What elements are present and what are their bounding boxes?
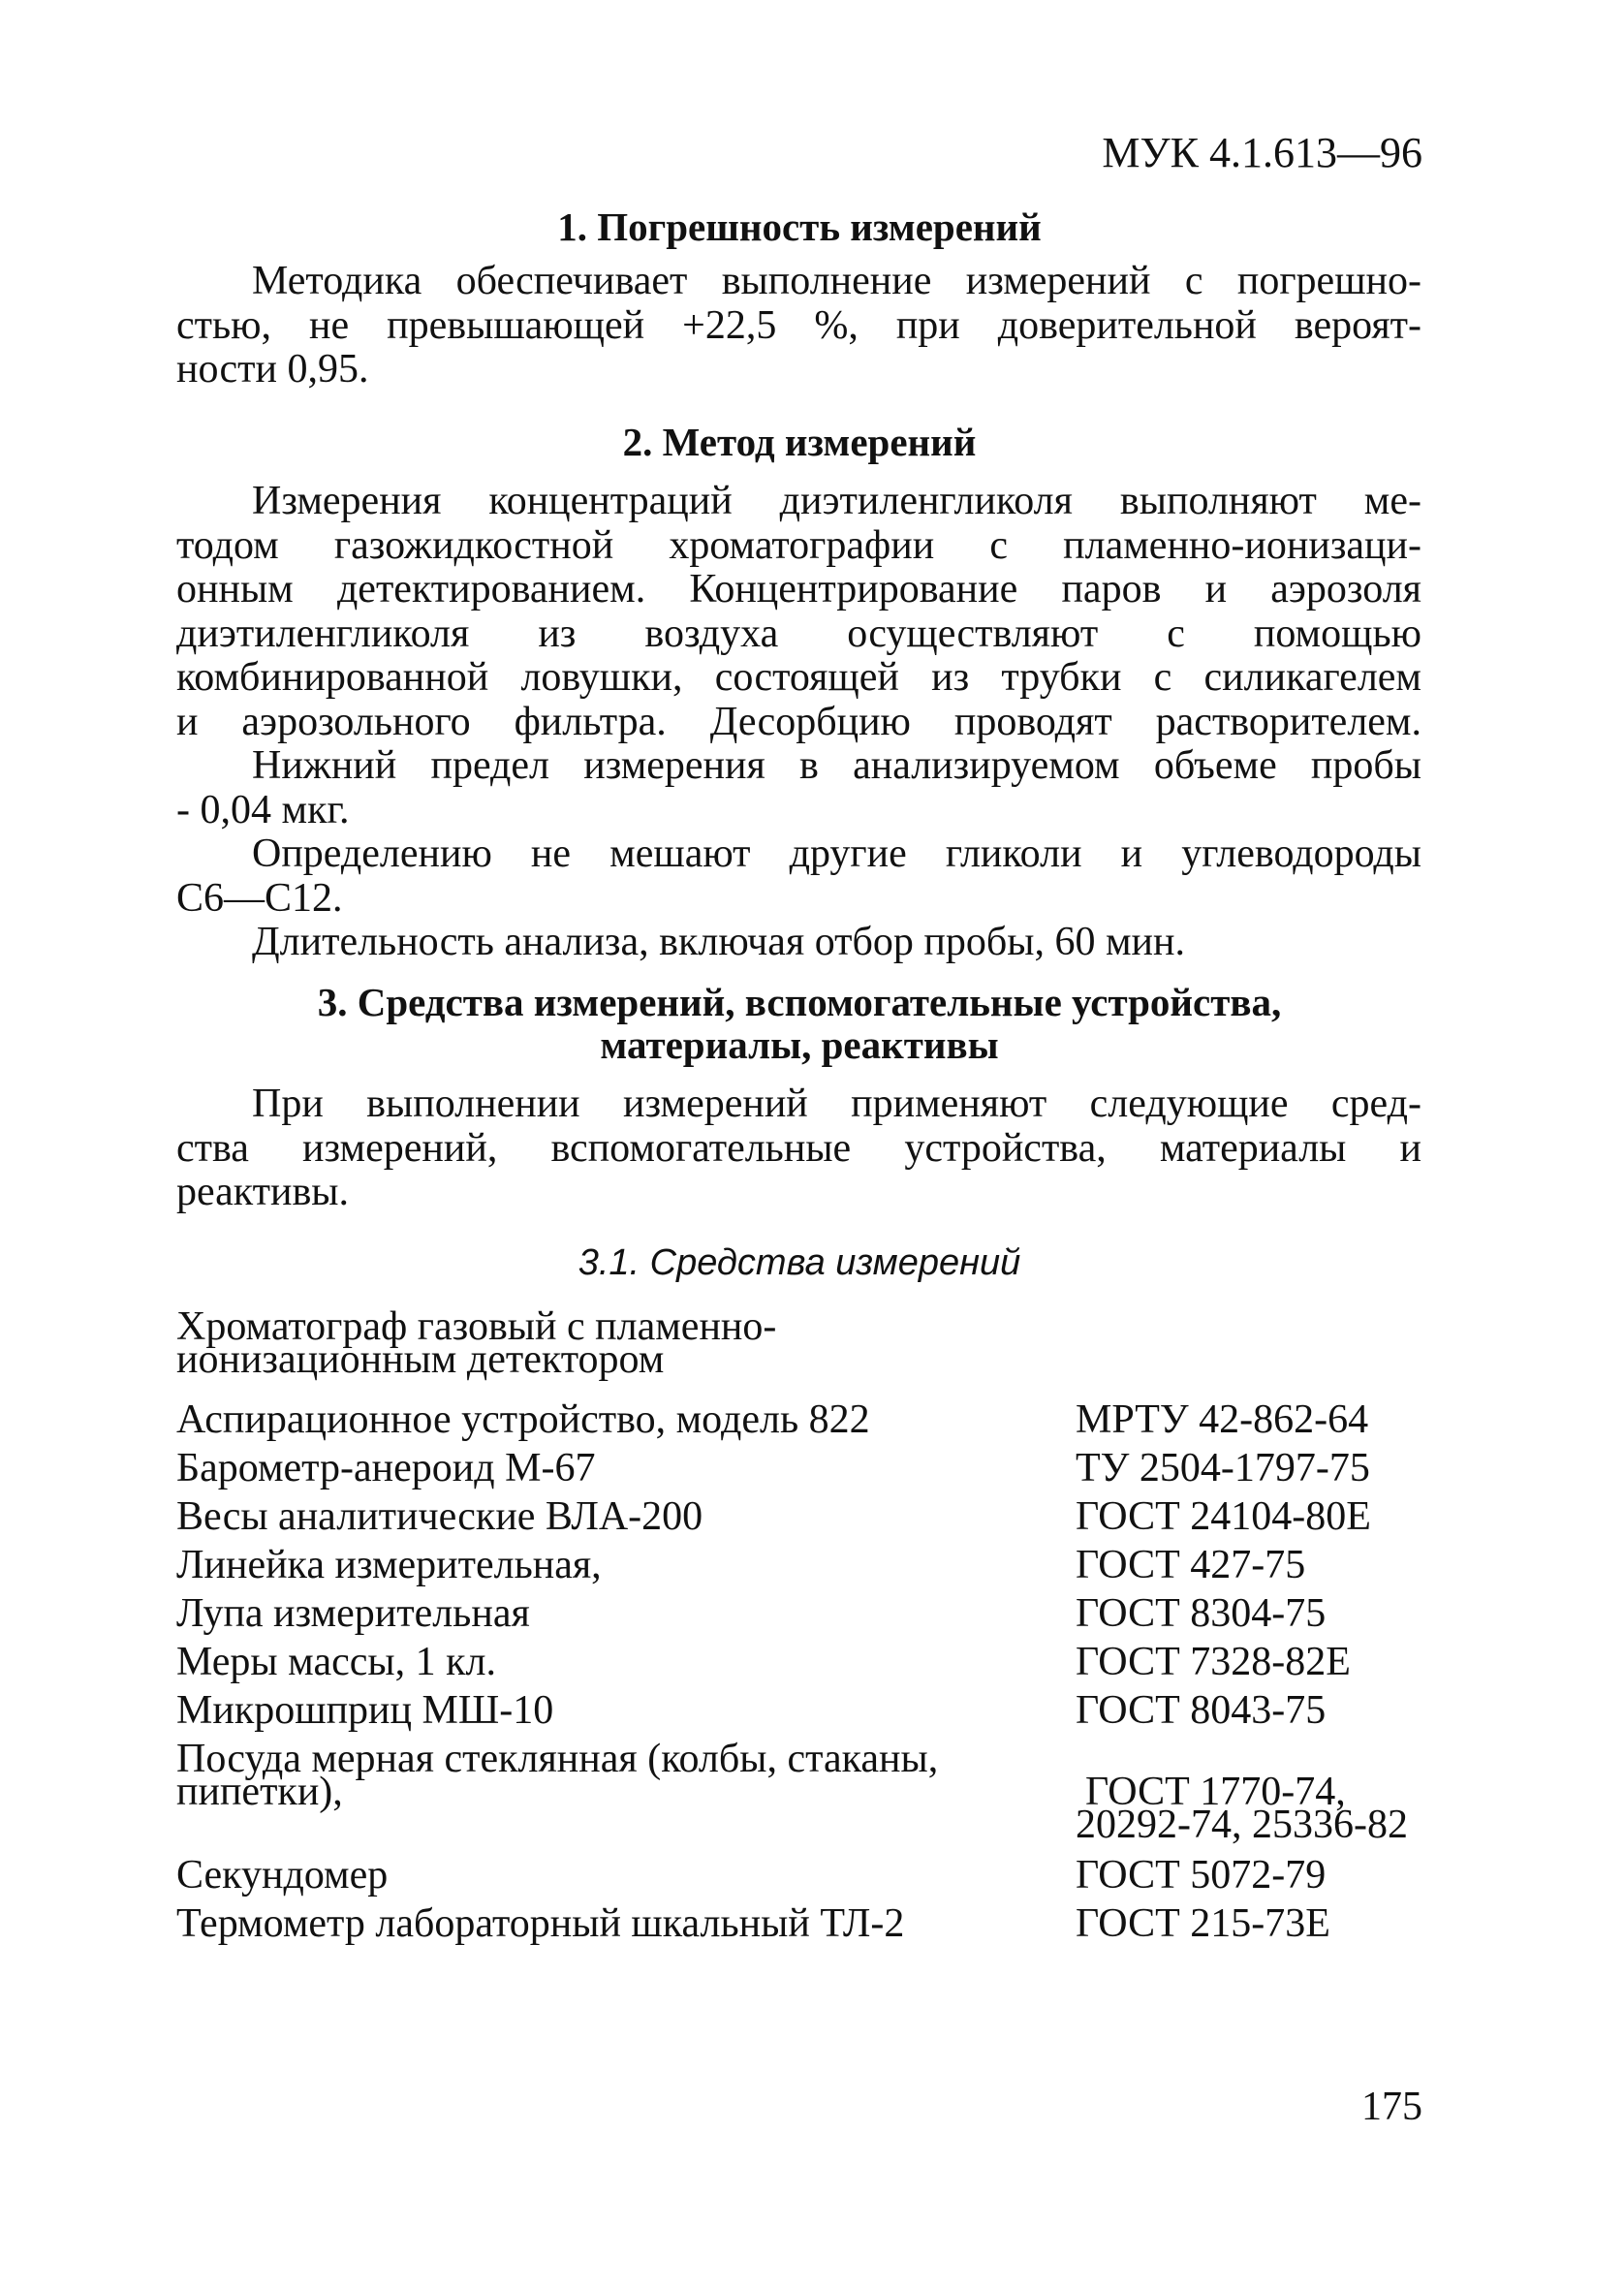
equipment-standard-line: МРТУ 42-862-64 bbox=[1076, 1397, 1369, 1442]
equipment-standard-line: ГОСТ 8043-75 bbox=[1076, 1688, 1327, 1733]
equipment-standard-line: ГОСТ 427-75 bbox=[1076, 1543, 1306, 1587]
text-line: Измерения концентраций диэтиленгликоля выполняют ме- bbox=[252, 480, 1421, 523]
equipment-standard bbox=[1076, 1494, 1444, 1539]
equipment-name bbox=[176, 1737, 1048, 1814]
text-line: ности 0,95. bbox=[176, 348, 369, 392]
equipment-row bbox=[176, 1688, 1455, 1742]
equipment-standard-line: 20292-74, 25336-82 bbox=[1076, 1803, 1408, 1847]
equipment-standard-line: ГОСТ 215-73Е bbox=[1076, 1901, 1330, 1946]
equipment-standard bbox=[1076, 1688, 1444, 1733]
subsection-heading: 3.1. Средства измерений bbox=[578, 1242, 1021, 1283]
text-line: реактивы. bbox=[176, 1171, 350, 1214]
equipment-name-line: пипетки), bbox=[176, 1770, 343, 1814]
equipment-name bbox=[176, 1543, 1048, 1587]
equipment-name-line: Аспирационное устройство, модель 822 bbox=[176, 1397, 870, 1442]
equipment-standard bbox=[1076, 1853, 1444, 1898]
equipment-standard-line: ГОСТ 24104-80Е bbox=[1076, 1494, 1371, 1539]
equipment-standard-line: ГОСТ 5072-79 bbox=[1076, 1853, 1327, 1898]
equipment-standard bbox=[1076, 1543, 1444, 1587]
text-line: ства измерений, вспомогательные устройства, материалы и bbox=[176, 1126, 1421, 1171]
paragraph-error bbox=[176, 260, 1421, 392]
equipment-name-line: Посуда мерная стеклянная (колбы, стаканы, bbox=[176, 1737, 939, 1781]
equipment-row bbox=[176, 1591, 1455, 1646]
equipment-name-line: Хроматограф газовый с пламенно- bbox=[176, 1304, 777, 1349]
equipment-name-line: Микрошприц МШ-10 bbox=[176, 1688, 554, 1733]
equipment-name bbox=[176, 1853, 1048, 1898]
equipment-name bbox=[176, 1640, 1048, 1684]
equipment-standard bbox=[1076, 1397, 1444, 1442]
heading-line: 3. Средства измерений, вспомогательные устройства, bbox=[317, 980, 1282, 1024]
equipment-name bbox=[176, 1304, 1048, 1382]
text-line: Определению не мешают другие гликоли и углеводороды bbox=[252, 832, 1421, 876]
equipment-standard-line: ГОСТ 7328-82Е bbox=[1076, 1640, 1351, 1684]
equipment-standard bbox=[1076, 1901, 1444, 1946]
text-line: комбинированной ловушки, состоящей из трубки с силикагелем bbox=[176, 656, 1421, 700]
equipment-name-line: Линейка измерительная, bbox=[176, 1543, 602, 1587]
equipment-name-line: Лупа измерительная bbox=[176, 1591, 530, 1636]
equipment-name-line: Меры массы, 1 кл. bbox=[176, 1640, 496, 1684]
equipment-row bbox=[176, 1901, 1455, 1956]
equipment-name-line: Секундомер bbox=[176, 1853, 389, 1898]
section-heading-error: 1. Погрешность измерений bbox=[557, 204, 1042, 249]
equipment-name-line: Барометр-анероид М-67 bbox=[176, 1446, 596, 1490]
text-line: стью, не превышающей +22,5 %, при доверительной вероят- bbox=[176, 303, 1421, 348]
paragraph-method bbox=[176, 480, 1421, 965]
text-line: и аэрозольного фильтра. Десорбцию проводят растворителем. bbox=[176, 700, 1421, 744]
equipment-list bbox=[176, 1304, 1455, 1956]
equipment-standard bbox=[1076, 1591, 1444, 1636]
equipment-row bbox=[176, 1397, 1455, 1452]
equipment-standard bbox=[1076, 1446, 1444, 1490]
equipment-standard-line: ТУ 2504-1797-75 bbox=[1076, 1446, 1370, 1490]
equipment-row bbox=[176, 1543, 1455, 1597]
document-code: МУК 4.1.613—96 bbox=[1102, 129, 1422, 176]
equipment-standard bbox=[1076, 1770, 1444, 1847]
paragraph-instruments bbox=[176, 1082, 1421, 1215]
equipment-name bbox=[176, 1446, 1048, 1490]
equipment-row bbox=[176, 1446, 1455, 1500]
text-line: Методика обеспечивает выполнение измерений с погрешно- bbox=[252, 260, 1421, 303]
equipment-name-line: Термометр лабораторный шкальный ТЛ-2 bbox=[176, 1901, 905, 1946]
text-line: С6—С12. bbox=[176, 876, 343, 921]
equipment-row bbox=[176, 1737, 1455, 1859]
text-line: Нижний предел измерения в анализируемом объеме пробы bbox=[252, 744, 1421, 788]
text-line: Длительность анализа, включая отбор пробы, 60 мин. bbox=[252, 921, 1185, 964]
equipment-name bbox=[176, 1591, 1048, 1636]
heading-line: материалы, реактивы bbox=[600, 1022, 999, 1067]
equipment-name bbox=[176, 1688, 1048, 1733]
equipment-standard bbox=[1076, 1640, 1444, 1684]
equipment-row bbox=[176, 1853, 1455, 1907]
section-heading-instruments bbox=[179, 981, 1420, 1066]
section-heading-method: 2. Метод измерений bbox=[622, 420, 977, 464]
equipment-name-line: Весы аналитические ВЛА-200 bbox=[176, 1494, 703, 1539]
text-line: онным детектированием. Концентрирование паров и аэрозоля bbox=[176, 568, 1421, 612]
page-number: 175 bbox=[1361, 2085, 1422, 2129]
text-line: тодом газожидкостной хроматографии с пламенно-ионизаци- bbox=[176, 523, 1421, 568]
equipment-row bbox=[176, 1494, 1455, 1549]
equipment-name bbox=[176, 1397, 1048, 1442]
equipment-standard-line: ГОСТ 8304-75 bbox=[1076, 1591, 1327, 1636]
equipment-name-line: ионизационным детектором bbox=[176, 1337, 665, 1382]
equipment-standard-line: ГОСТ 1770-74, bbox=[1085, 1770, 1346, 1814]
equipment-name bbox=[176, 1494, 1048, 1539]
text-line: При выполнении измерений применяют следующие сред- bbox=[252, 1082, 1421, 1126]
equipment-name bbox=[176, 1901, 1048, 1946]
text-line: - 0,04 мкг. bbox=[176, 788, 350, 832]
equipment-row bbox=[176, 1640, 1455, 1694]
equipment-row bbox=[176, 1304, 1455, 1403]
text-line: диэтиленгликоля из воздуха осуществляют с помощью bbox=[176, 612, 1421, 656]
